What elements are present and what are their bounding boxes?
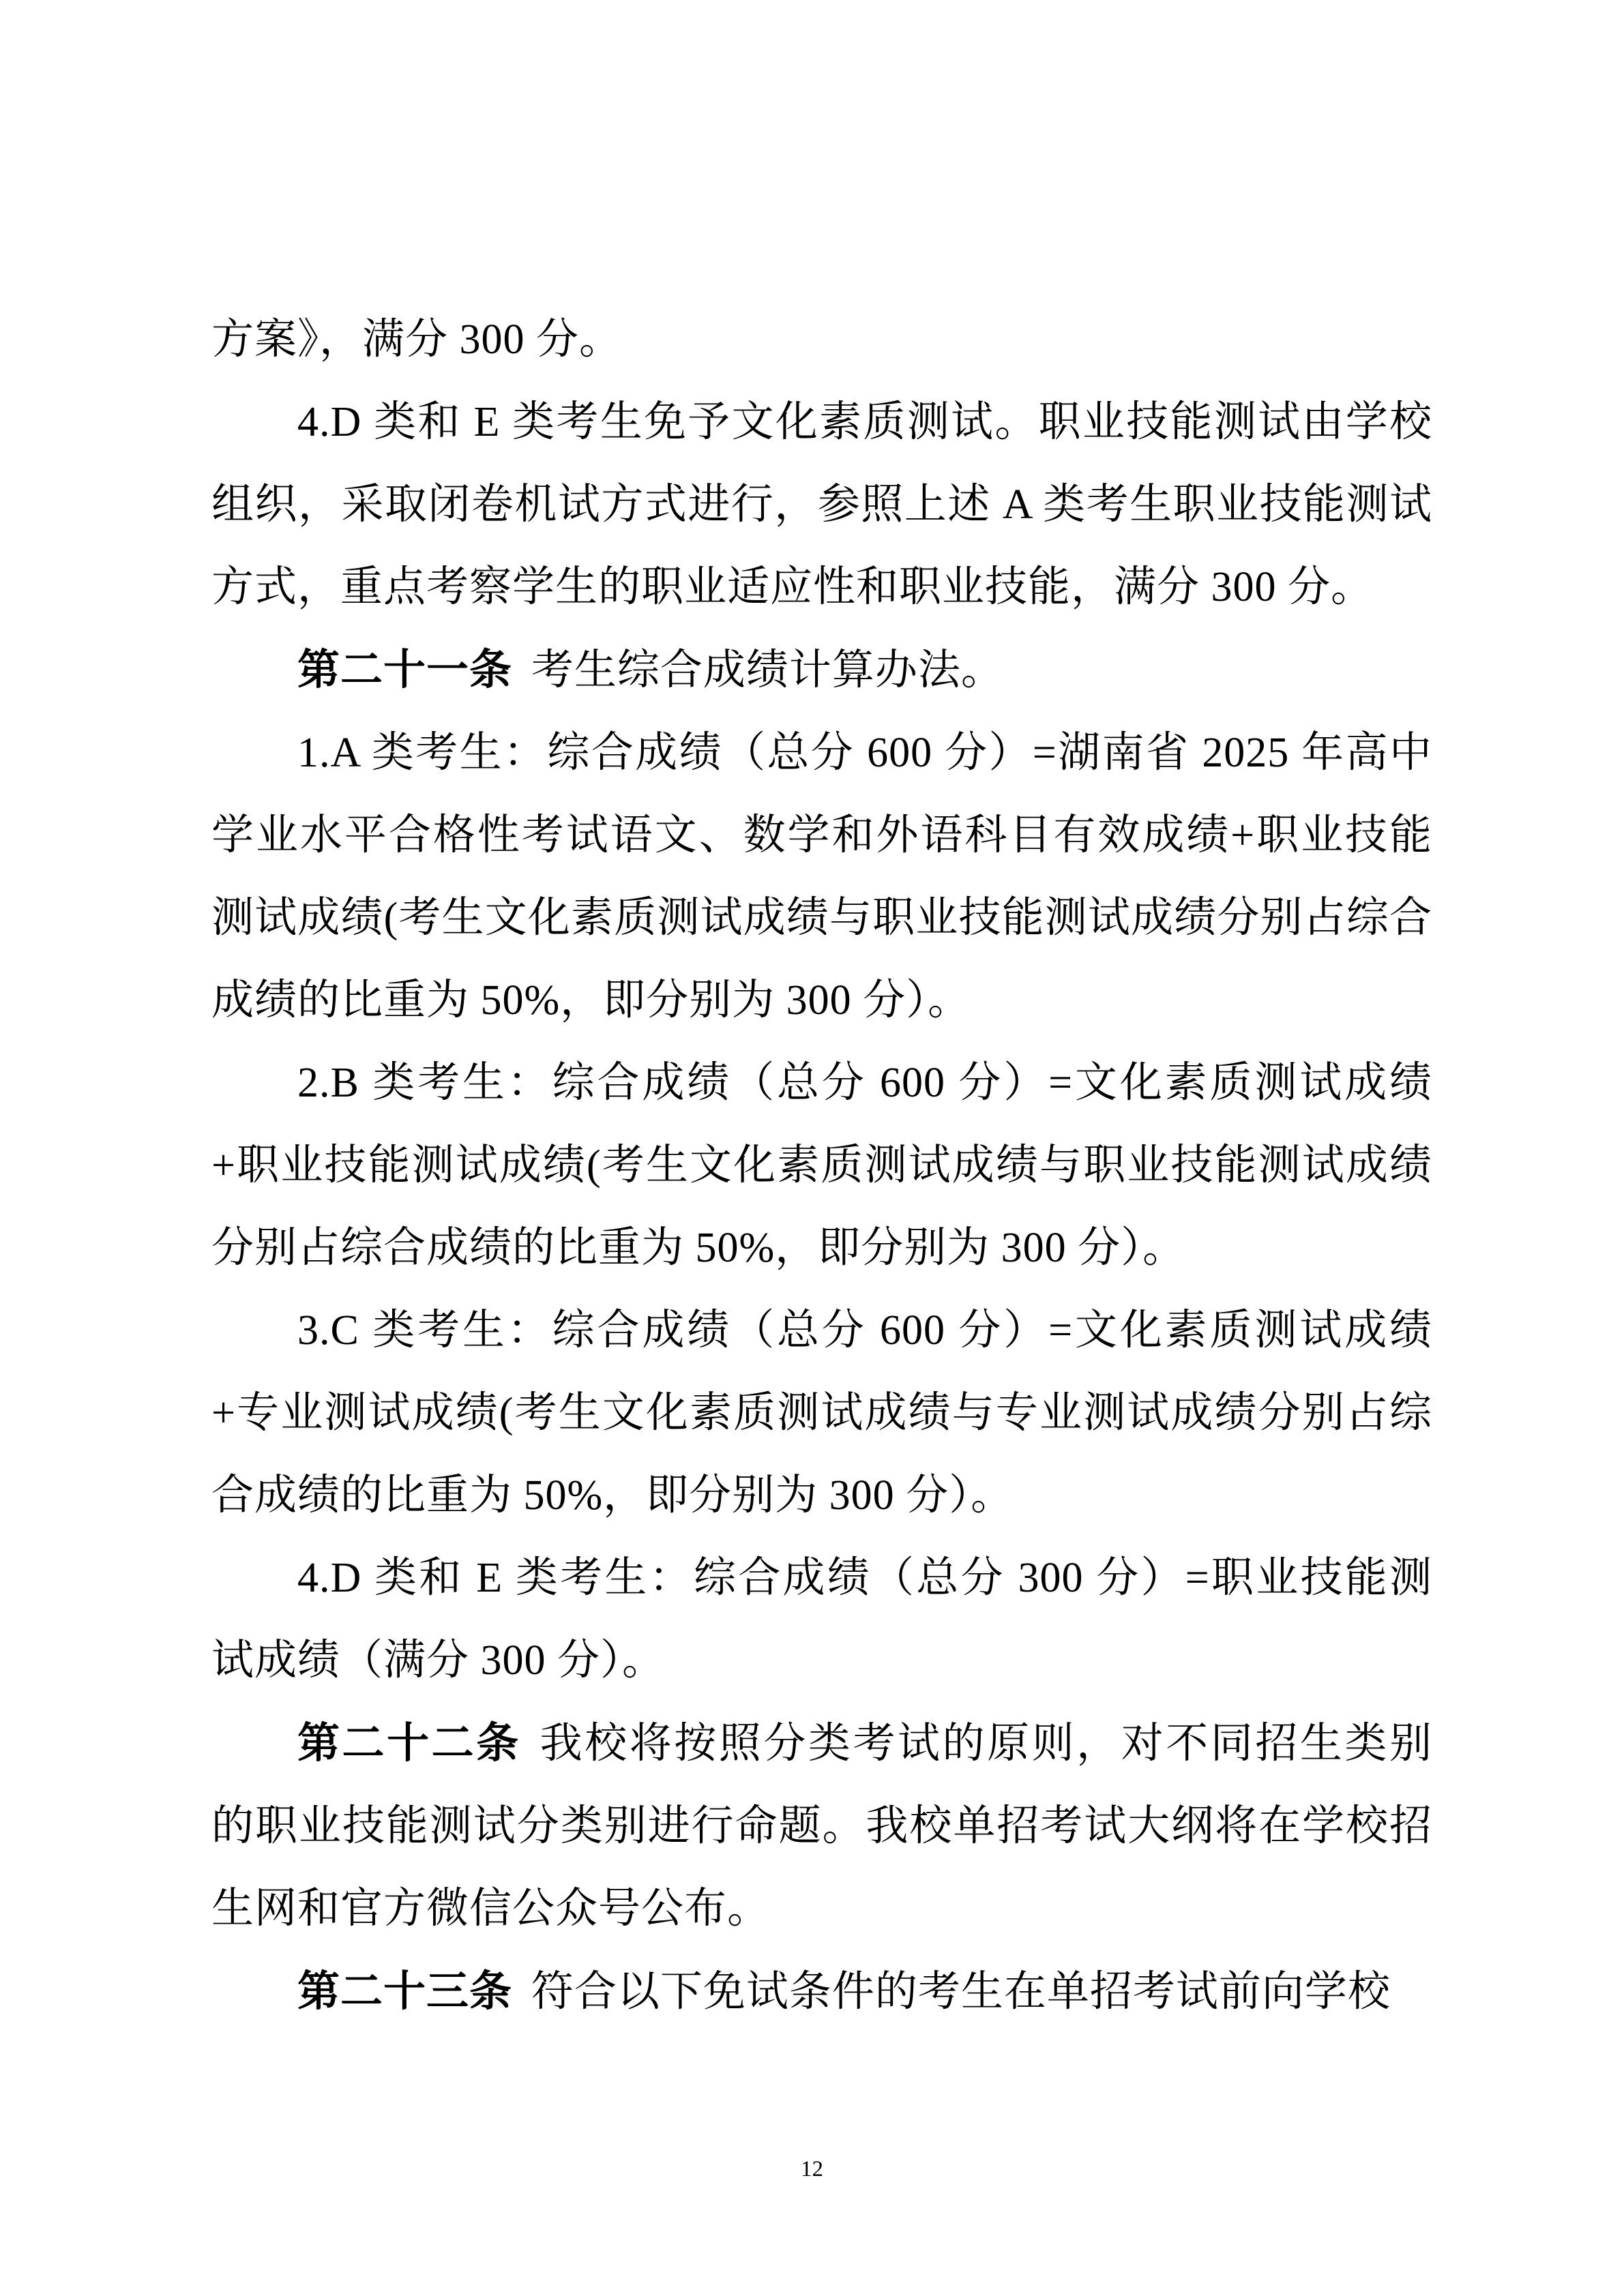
- paragraph-text: 我校将按照分类考试的原则，对不同招生类别的职业技能测试分类别进行命题。我校单招考试大纲将在学校招生网和官方微信公众号公布。: [211, 1720, 1432, 1932]
- article-21-heading: 第二十一条: [297, 646, 513, 694]
- paragraph-item-1a-score: [211, 712, 1432, 1042]
- paragraph-text: 符合以下免试条件的考生在单招考试前向学校: [531, 1969, 1391, 2015]
- paragraph-text: 考生综合成绩计算办法。: [531, 647, 1004, 694]
- paragraph-article-22: [211, 1702, 1432, 1950]
- paragraph-text: 方案》，满分 300 分。: [211, 316, 623, 363]
- paragraph-text: 4.D 类和 E 类考生：综合成绩（总分 300 分）=职业技能测试成绩（满分 300 分）。: [211, 1555, 1432, 1684]
- paragraph-text: 1.A 类考生：综合成绩（总分 600 分）=湖南省 2025 年高中学业水平合格性考试语文、数学和外语科目有效成绩+职业技能测试成绩(考生文化素质测试成绩与职业技能测试成绩分别占综合成绩的比重为 50%，即分别为 300 分）。: [211, 730, 1432, 1024]
- paragraph-item-4de-score: [211, 1537, 1432, 1702]
- paragraph-item-3c-score: [211, 1289, 1432, 1537]
- paragraph-text: 3.C 类考生：综合成绩（总分 600 分）=文化素质测试成绩+专业测试成绩(考生文化素质测试成绩与专业测试成绩分别占综合成绩的比重为 50%，即分别为 300 分）。: [211, 1307, 1432, 1519]
- page-number: 12: [801, 2157, 823, 2181]
- paragraph-text: 2.B 类考生：综合成绩（总分 600 分）=文化素质测试成绩+职业技能测试成绩(考生文化素质测试成绩与职业技能测试成绩分别占综合成绩的比重为 50%，即分别为 300 分）。: [211, 1060, 1432, 1271]
- paragraph-continuation: [211, 299, 1432, 381]
- paragraph-article-23: [211, 1950, 1432, 2033]
- paragraph-article-21: [211, 629, 1432, 712]
- paragraph-item-2b-score: [211, 1042, 1432, 1289]
- article-22-heading: 第二十二条: [297, 1720, 521, 1767]
- paragraph-text: 4.D 类和 E 类考生免予文化素质测试。职业技能测试由学校组织，采取闭卷机试方式进行，参照上述 A 类考生职业技能测试方式，重点考察学生的职业适应性和职业技能，满分 300 分。: [211, 399, 1432, 610]
- paragraph-item-4d-exemption: [211, 381, 1432, 629]
- document-body: [211, 299, 1432, 2033]
- article-23-heading: 第二十三条: [297, 1968, 513, 2015]
